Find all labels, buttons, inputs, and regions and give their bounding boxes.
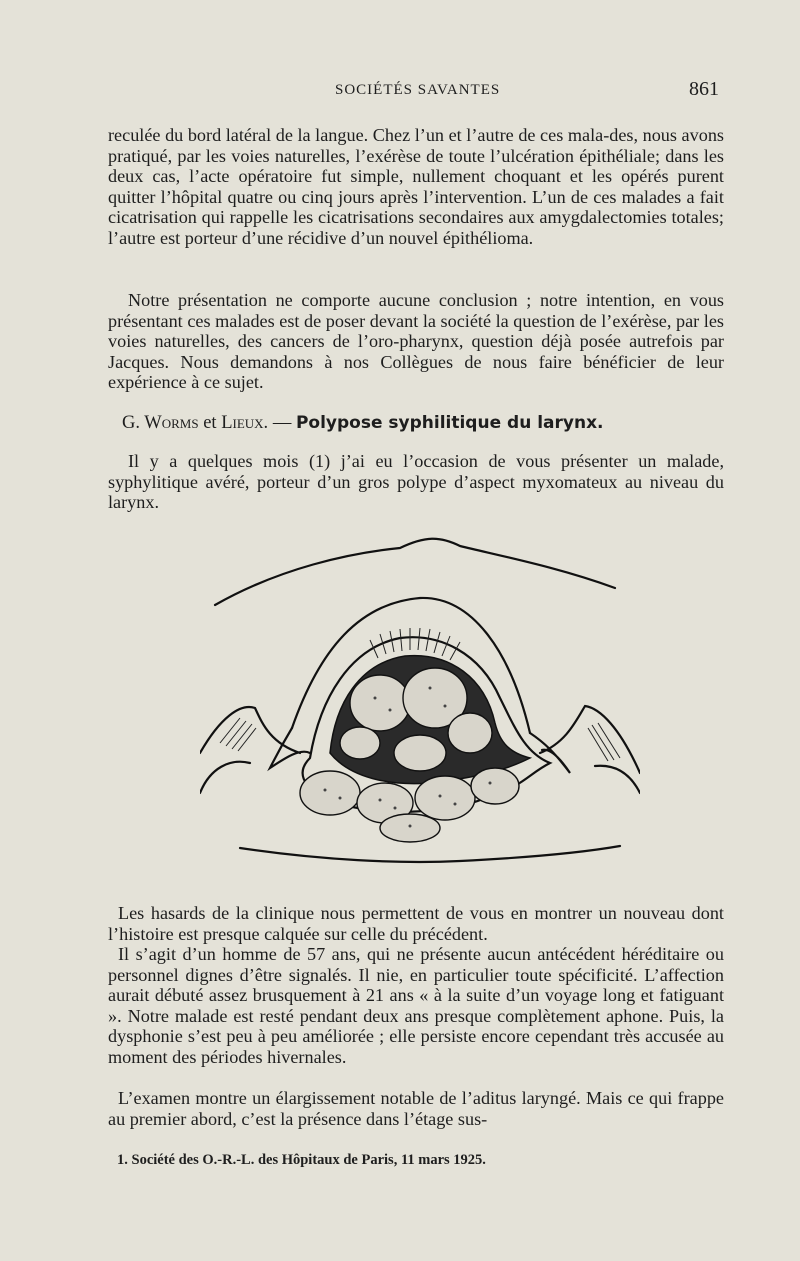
paragraph-5: Il s’agit d’un homme de 57 ans, qui ne présente aucun antécédent héréditaire ou personnel dignes d’être signalés. Il nie, en particulier toute spécificité. L’affection aurait débuté assez brusquement à 21 ans « à la suite d’un voyage long et fatiguant ». Notre malade est resté pendant deux ans presque complètement aphone. Puis, la dysphonie s’est peu à peu améliorée ; elle persiste encore cependant très accusée au moment des périodes hivernales. xyxy=(108,944,724,1067)
article-heading xyxy=(122,413,722,434)
footnote: 1. Société des O.-R.-L. des Hôpitaux de Paris, 11 mars 1925. xyxy=(117,1152,486,1168)
top-contour xyxy=(215,539,615,605)
bottom-contour xyxy=(240,846,620,862)
running-title: SOCIÉTÉS SAVANTES xyxy=(335,82,501,98)
author-worms: G. Worms xyxy=(122,413,199,433)
paragraph-6: L’examen montre un élargissement notable de l’aditus laryngé. Mais ce qui frappe au premier abord, c’est la présence dans l’étage sus- xyxy=(108,1088,724,1129)
paragraph-3: Il y a quelques mois (1) j’ai eu l’occasion de vous présenter un malade, syphylitique avéré, porteur d’un gros polype d’aspect myxomateux au niveau du larynx. xyxy=(108,451,724,513)
larynx-polyp-illustration xyxy=(200,528,640,868)
right-fold xyxy=(540,706,640,773)
heading-dash: — xyxy=(268,413,296,433)
left-fold xyxy=(200,707,300,753)
paragraph-2: Notre présentation ne comporte aucune conclusion ; notre intention, en vous présentant ces malades est de poser devant la société la question de l’exérèse, par les voies naturelles, des cancers de l’oro-pharynx, question déjà posée autrefois par Jacques. Nous demandons à nos Collègues de nous faire bénéficier de leur expérience à ce sujet. xyxy=(108,290,724,393)
page-number: 861 xyxy=(689,78,719,100)
author-lieux: Lieux. xyxy=(221,413,269,433)
heading-et: et xyxy=(198,413,222,433)
running-head xyxy=(0,78,800,102)
paragraph-1: reculée du bord latéral de la langue. Chez l’un et l’autre de ces mala-des, nous avons pratiqué, par les voies naturelles, l’exérèse de toute l’ulcération épithéliale; dans les deux cas, l’acte opératoire fut simple, nullement choquant et les opérés purent quitter l’hôpital quatre ou cinq jours après l’intervention. L’un de ces malades a fait cicatrisation qui rappelle les cicatrisations secondaires aux amygdalectomies totales; l’autre est porteur d’une récidive d’un nouvel épithélioma. xyxy=(108,125,724,248)
paragraph-4: Les hasards de la clinique nous permettent de vous en montrer un nouveau dont l’histoire est presque calquée sur celle du précédent. xyxy=(108,903,724,944)
article-title: Polypose syphilitique du larynx. xyxy=(295,413,604,433)
